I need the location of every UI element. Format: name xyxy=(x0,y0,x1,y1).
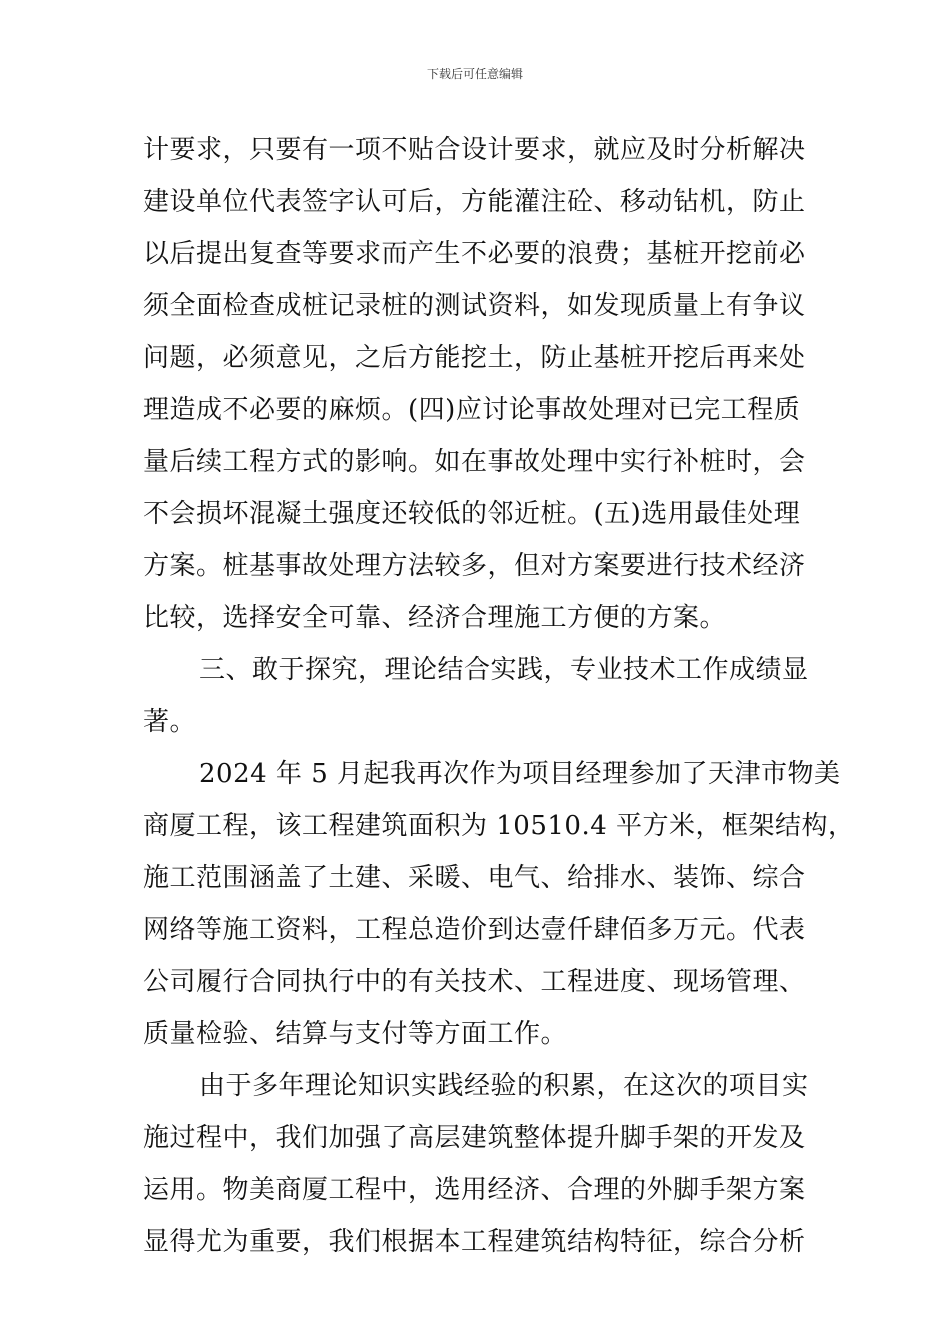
text-line: 施过程中，我们加强了高层建筑整体提升脚手架的开发及 xyxy=(143,1123,806,1153)
text-line: 质量检验、结算与支付等方面工作。 xyxy=(143,1019,568,1049)
text-line: 建设单位代表签字认可后，方能灌注砼、移动钻机，防止 xyxy=(143,187,806,217)
text-line: 2024 年 5 月起我再次作为项目经理参加了天津市物美 xyxy=(199,759,841,789)
text-line: 显得尤为重要，我们根据本工程建筑结构特征，综合分析 xyxy=(143,1227,806,1257)
section-heading-line: 著。 xyxy=(143,707,197,737)
text-line: 方案。桩基事故处理方法较多，但对方案要进行技术经济 xyxy=(143,551,806,581)
text-line: 量后续工程方式的影响。如在事故处理中实行补桩时，会 xyxy=(143,447,806,477)
text-line: 运用。物美商厦工程中，选用经济、合理的外脚手架方案 xyxy=(143,1175,806,1205)
text-line: 计要求，只要有一项不贴合设计要求，就应及时分析解决 xyxy=(143,135,806,165)
document-body xyxy=(143,124,855,1268)
text-line: 公司履行合同执行中的有关技术、工程进度、现场管理、 xyxy=(143,967,806,997)
text-line: 理造成不必要的麻烦。(四)应讨论事故处理对已完工程质 xyxy=(143,395,801,425)
section-heading-line: 三、敢于探究，理论结合实践，专业技术工作成绩显 xyxy=(199,655,809,685)
text-line: 由于多年理论知识实践经验的积累，在这次的项目实 xyxy=(199,1071,809,1101)
text-line: 不会损坏混凝土强度还较低的邻近桩。(五)选用最佳处理 xyxy=(143,499,801,529)
text-line: 施工范围涵盖了土建、采暖、电气、给排水、装饰、综合 xyxy=(143,863,806,893)
page-header: 下载后可任意编辑 xyxy=(426,67,523,81)
text-line: 问题，必须意见，之后方能挖土，防止基桩开挖后再来处 xyxy=(143,343,806,373)
text-line: 须全面检查成桩记录桩的测试资料，如发现质量上有争议 xyxy=(143,291,806,321)
text-line: 以后提出复查等要求而产生不必要的浪费；基桩开挖前必 xyxy=(143,239,806,269)
text-line: 网络等施工资料，工程总造价到达壹仟肆佰多万元。代表 xyxy=(143,915,806,945)
text-line: 比较，选择安全可靠、经济合理施工方便的方案。 xyxy=(143,603,727,633)
text-line: 商厦工程，该工程建筑面积为 10510.4 平方米，框架结构， xyxy=(143,811,855,841)
